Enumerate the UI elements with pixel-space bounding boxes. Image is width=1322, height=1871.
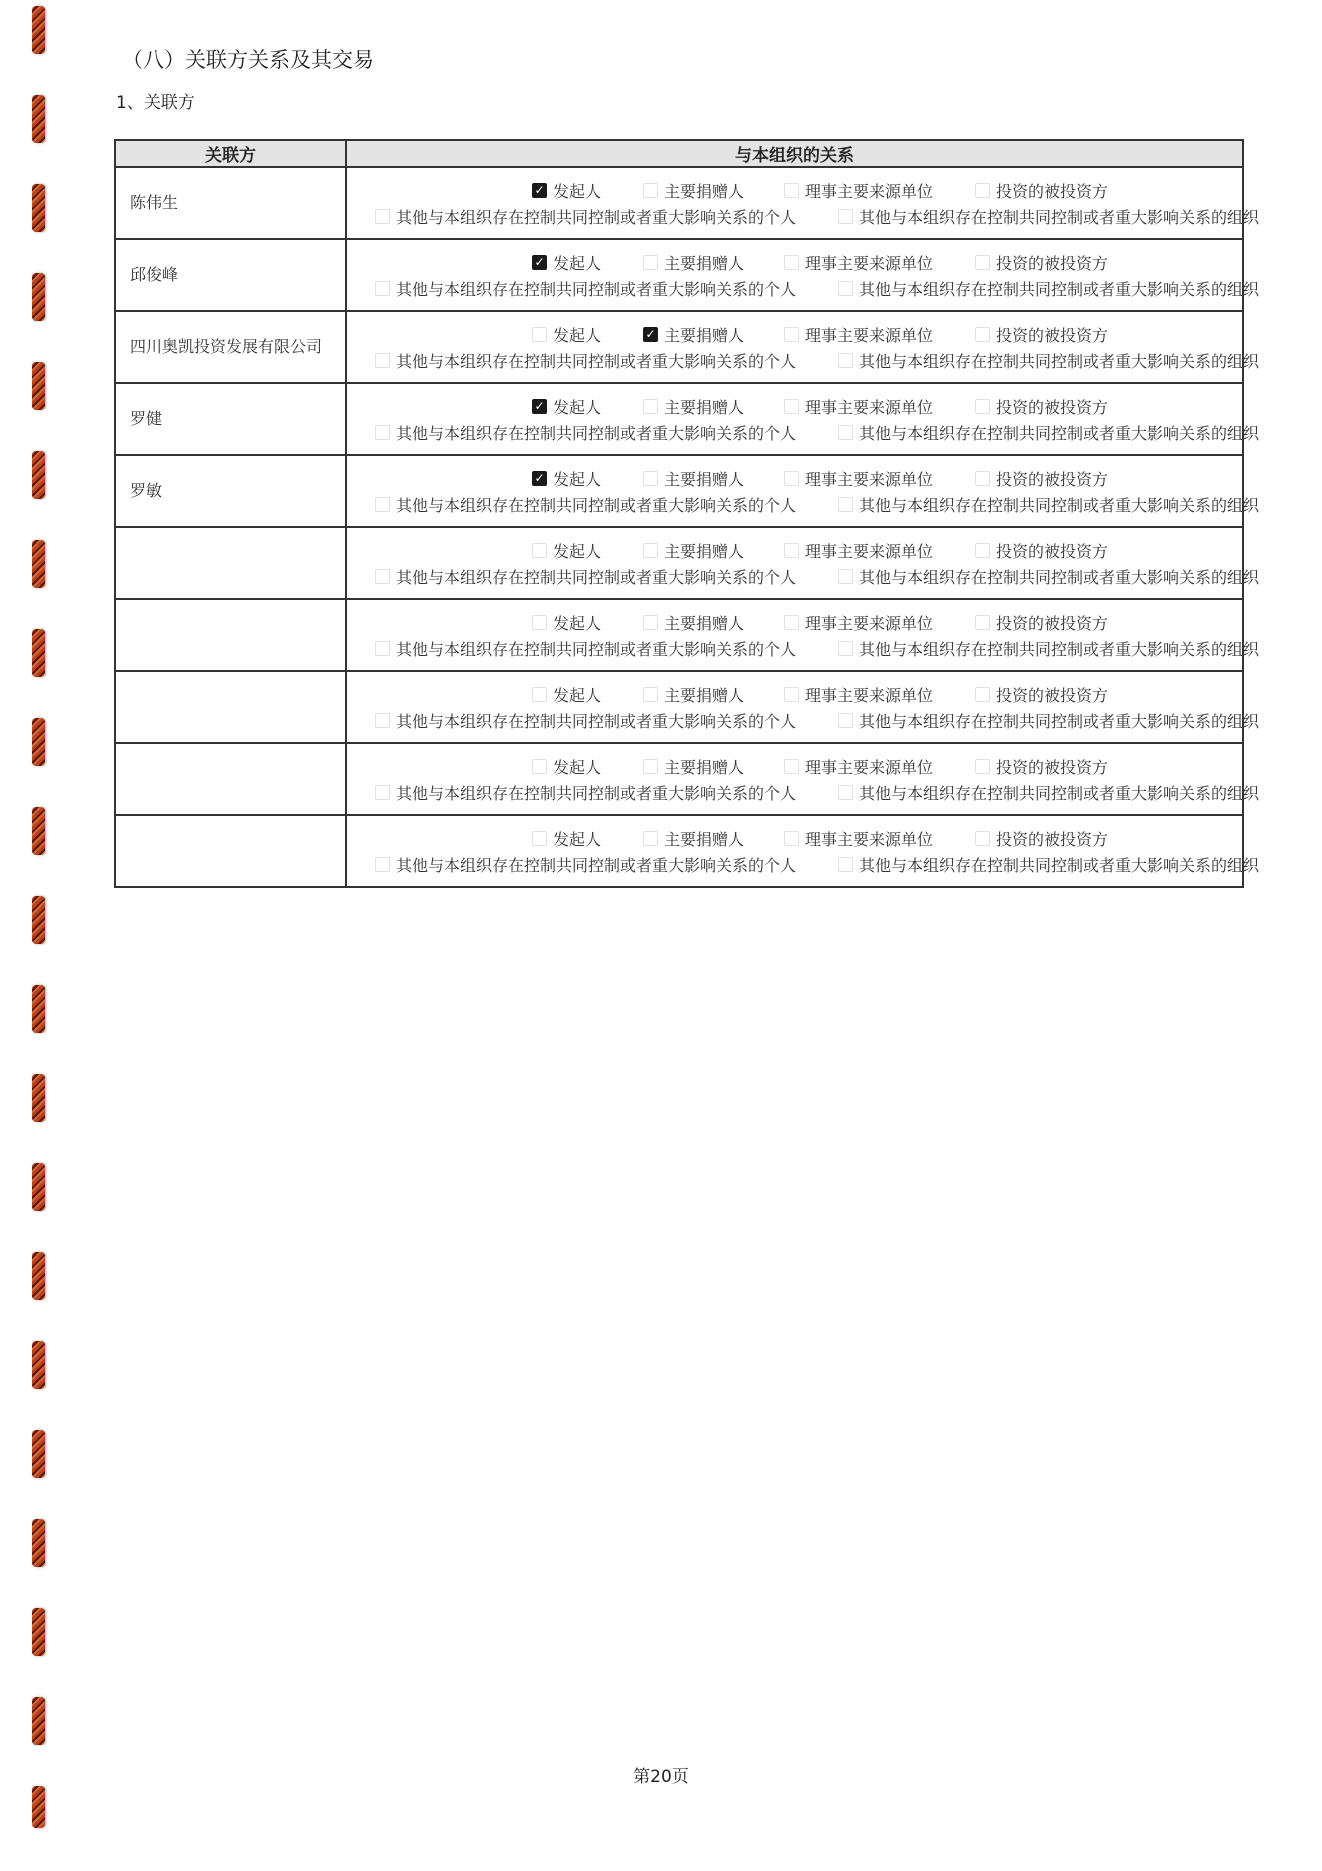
checkbox-checked[interactable]: ✓ [532, 255, 547, 270]
checkbox-unchecked[interactable] [975, 687, 990, 702]
checkbox-checked[interactable]: ✓ [532, 471, 547, 486]
option-label: 其他与本组织存在控制共同控制或者重大影响关系的个人 [396, 279, 797, 299]
option-label: 其他与本组织存在控制共同控制或者重大影响关系的个人 [396, 855, 797, 875]
checkbox-unchecked[interactable] [784, 687, 799, 702]
option-label: 其他与本组织存在控制共同控制或者重大影响关系的组织 [859, 783, 1260, 803]
option-label: 发起人 [553, 397, 602, 417]
option-major-donor[interactable] [643, 179, 744, 202]
checkbox-unchecked[interactable] [532, 615, 547, 630]
checkbox-unchecked[interactable] [643, 399, 658, 414]
checkbox-unchecked[interactable] [838, 857, 853, 872]
relationship-options [346, 311, 1260, 383]
option-label: 主要捐赠人 [664, 613, 745, 633]
option-label: 发起人 [553, 253, 602, 273]
option-major-donor[interactable] [643, 611, 744, 634]
binding-rings [28, 0, 50, 1871]
checkbox-unchecked[interactable] [375, 353, 390, 368]
option-label: 其他与本组织存在控制共同控制或者重大影响关系的组织 [859, 567, 1260, 587]
checkbox-unchecked[interactable] [532, 831, 547, 846]
checkbox-checked[interactable]: ✓ [532, 183, 547, 198]
option-label: 其他与本组织存在控制共同控制或者重大影响关系的组织 [859, 639, 1260, 659]
option-other-organization[interactable] [838, 637, 1259, 660]
checkbox-unchecked[interactable] [838, 209, 853, 224]
binding-ring [32, 896, 45, 944]
checkbox-unchecked[interactable] [975, 831, 990, 846]
related-party-name: 四川奥凯投资发展有限公司 [115, 311, 346, 383]
header-relationship: 与本组织的关系 [346, 140, 1243, 167]
option-label: 主要捐赠人 [664, 829, 745, 849]
binding-ring [32, 95, 45, 143]
table-row [115, 239, 1243, 311]
option-invested-party[interactable] [975, 179, 1108, 202]
option-label: 理事主要来源单位 [805, 829, 934, 849]
option-council-source-unit[interactable] [784, 179, 933, 202]
option-label: 主要捐赠人 [664, 541, 745, 561]
checkbox-unchecked[interactable] [784, 327, 799, 342]
option-other-organization[interactable] [838, 493, 1259, 516]
checkbox-unchecked[interactable] [532, 687, 547, 702]
checkbox-unchecked[interactable] [975, 327, 990, 342]
binding-ring [32, 1341, 45, 1389]
option-major-donor[interactable] [643, 323, 744, 346]
option-other-person[interactable] [375, 349, 796, 372]
option-label: 投资的被投资方 [996, 685, 1109, 705]
option-founder[interactable] [532, 179, 601, 202]
option-invested-party[interactable] [975, 323, 1108, 346]
option-founder[interactable] [532, 323, 601, 346]
option-other-organization[interactable] [838, 781, 1259, 804]
checkbox-checked[interactable]: ✓ [643, 327, 658, 342]
checkbox-unchecked[interactable] [838, 641, 853, 656]
table-row [115, 743, 1243, 815]
relationship-options [346, 455, 1260, 527]
option-other-organization[interactable] [838, 565, 1259, 588]
section-title: （八）关联方关系及其交易 [122, 48, 374, 72]
relationship-options [346, 167, 1260, 239]
option-label: 其他与本组织存在控制共同控制或者重大影响关系的组织 [859, 423, 1260, 443]
option-label: 投资的被投资方 [996, 469, 1109, 489]
checkbox-unchecked[interactable] [643, 687, 658, 702]
option-major-donor[interactable] [643, 827, 744, 850]
option-label: 发起人 [553, 685, 602, 705]
option-other-organization[interactable] [838, 277, 1259, 300]
option-invested-party[interactable] [975, 611, 1108, 634]
checkbox-unchecked[interactable] [784, 615, 799, 630]
checkbox-unchecked[interactable] [784, 543, 799, 558]
binding-ring [32, 1786, 45, 1828]
option-founder[interactable] [532, 539, 601, 562]
option-label: 主要捐赠人 [664, 757, 745, 777]
table-row [115, 311, 1243, 383]
option-label: 投资的被投资方 [996, 541, 1109, 561]
option-label: 主要捐赠人 [664, 469, 745, 489]
option-council-source-unit[interactable] [784, 755, 933, 778]
checkbox-unchecked[interactable] [784, 183, 799, 198]
option-founder[interactable] [532, 611, 601, 634]
option-major-donor[interactable] [643, 395, 744, 418]
checkbox-unchecked[interactable] [838, 713, 853, 728]
checkbox-unchecked[interactable] [975, 759, 990, 774]
option-other-person[interactable] [375, 421, 796, 444]
checkbox-unchecked[interactable] [375, 857, 390, 872]
option-other-person[interactable] [375, 781, 796, 804]
checkbox-unchecked[interactable] [375, 497, 390, 512]
option-invested-party[interactable] [975, 251, 1108, 274]
checkbox-unchecked[interactable] [643, 615, 658, 630]
binding-ring [32, 1430, 45, 1478]
option-council-source-unit[interactable] [784, 251, 933, 274]
checkbox-unchecked[interactable] [838, 281, 853, 296]
option-label: 理事主要来源单位 [805, 397, 934, 417]
option-council-source-unit[interactable] [784, 683, 933, 706]
checkbox-unchecked[interactable] [838, 785, 853, 800]
table-header-row [115, 140, 1243, 167]
option-label: 其他与本组织存在控制共同控制或者重大影响关系的个人 [396, 351, 797, 371]
option-label: 发起人 [553, 541, 602, 561]
option-label: 主要捐赠人 [664, 253, 745, 273]
binding-ring [32, 1608, 45, 1656]
option-founder[interactable] [532, 467, 601, 490]
option-label: 投资的被投资方 [996, 397, 1109, 417]
option-label: 主要捐赠人 [664, 325, 745, 345]
checkbox-unchecked[interactable] [375, 641, 390, 656]
option-other-organization[interactable] [838, 421, 1259, 444]
option-label: 理事主要来源单位 [805, 325, 934, 345]
option-label: 理事主要来源单位 [805, 757, 934, 777]
option-label: 理事主要来源单位 [805, 685, 934, 705]
checkbox-unchecked[interactable] [643, 543, 658, 558]
option-label: 理事主要来源单位 [805, 253, 934, 273]
option-label: 发起人 [553, 325, 602, 345]
related-party-name: 罗敏 [115, 455, 346, 527]
option-major-donor[interactable] [643, 683, 744, 706]
option-council-source-unit[interactable] [784, 827, 933, 850]
table-row [115, 815, 1243, 887]
option-label: 主要捐赠人 [664, 181, 745, 201]
checkbox-checked[interactable]: ✓ [532, 399, 547, 414]
related-party-name [115, 743, 346, 815]
option-label: 其他与本组织存在控制共同控制或者重大影响关系的组织 [859, 279, 1260, 299]
binding-ring [32, 985, 45, 1033]
checkbox-unchecked[interactable] [784, 471, 799, 486]
page-number: 第20页 [633, 1767, 689, 1787]
option-other-person[interactable] [375, 709, 796, 732]
checkbox-unchecked[interactable] [532, 543, 547, 558]
checkbox-unchecked[interactable] [643, 759, 658, 774]
related-party-name [115, 671, 346, 743]
option-council-source-unit[interactable] [784, 323, 933, 346]
checkbox-unchecked[interactable] [643, 831, 658, 846]
table-row [115, 599, 1243, 671]
option-label: 其他与本组织存在控制共同控制或者重大影响关系的个人 [396, 711, 797, 731]
option-label: 投资的被投资方 [996, 757, 1109, 777]
relationship-options [346, 383, 1260, 455]
relationship-options [346, 527, 1260, 599]
checkbox-unchecked[interactable] [375, 281, 390, 296]
option-invested-party[interactable] [975, 539, 1108, 562]
option-council-source-unit[interactable] [784, 395, 933, 418]
checkbox-unchecked[interactable] [784, 399, 799, 414]
binding-ring [32, 1074, 45, 1122]
checkbox-unchecked[interactable] [375, 713, 390, 728]
checkbox-unchecked[interactable] [838, 425, 853, 440]
option-label: 发起人 [553, 757, 602, 777]
checkbox-unchecked[interactable] [375, 425, 390, 440]
binding-ring [32, 1163, 45, 1211]
checkbox-unchecked[interactable] [643, 183, 658, 198]
option-label: 理事主要来源单位 [805, 181, 934, 201]
option-label: 其他与本组织存在控制共同控制或者重大影响关系的个人 [396, 567, 797, 587]
binding-ring [32, 718, 45, 766]
table-row [115, 527, 1243, 599]
option-founder[interactable] [532, 251, 601, 274]
option-other-organization[interactable] [838, 205, 1259, 228]
binding-ring [32, 540, 45, 588]
option-label: 发起人 [553, 829, 602, 849]
relationship-options [346, 743, 1260, 815]
option-label: 其他与本组织存在控制共同控制或者重大影响关系的组织 [859, 351, 1260, 371]
option-council-source-unit[interactable] [784, 611, 933, 634]
relationship-options [346, 671, 1260, 743]
binding-ring [32, 807, 45, 855]
relationship-options [346, 239, 1260, 311]
option-other-person[interactable] [375, 277, 796, 300]
checkbox-unchecked[interactable] [838, 497, 853, 512]
option-label: 主要捐赠人 [664, 685, 745, 705]
option-invested-party[interactable] [975, 827, 1108, 850]
relationship-options [346, 815, 1260, 887]
option-label: 主要捐赠人 [664, 397, 745, 417]
related-party-name [115, 527, 346, 599]
binding-ring [32, 629, 45, 677]
option-label: 发起人 [553, 469, 602, 489]
option-label: 发起人 [553, 181, 602, 201]
checkbox-unchecked[interactable] [975, 471, 990, 486]
checkbox-unchecked[interactable] [375, 785, 390, 800]
checkbox-unchecked[interactable] [375, 569, 390, 584]
option-invested-party[interactable] [975, 467, 1108, 490]
checkbox-unchecked[interactable] [975, 543, 990, 558]
option-founder[interactable] [532, 395, 601, 418]
option-label: 投资的被投资方 [996, 253, 1109, 273]
related-party-name: 罗健 [115, 383, 346, 455]
option-major-donor[interactable] [643, 467, 744, 490]
header-related-party: 关联方 [115, 140, 346, 167]
option-founder[interactable] [532, 683, 601, 706]
option-label: 理事主要来源单位 [805, 469, 934, 489]
option-other-organization[interactable] [838, 349, 1259, 372]
option-label: 其他与本组织存在控制共同控制或者重大影响关系的个人 [396, 495, 797, 515]
option-other-person[interactable] [375, 565, 796, 588]
option-label: 其他与本组织存在控制共同控制或者重大影响关系的个人 [396, 783, 797, 803]
binding-ring [32, 1252, 45, 1300]
binding-ring [32, 1697, 45, 1745]
table-row [115, 455, 1243, 527]
option-label: 发起人 [553, 613, 602, 633]
option-major-donor[interactable] [643, 539, 744, 562]
option-invested-party[interactable] [975, 755, 1108, 778]
checkbox-unchecked[interactable] [784, 759, 799, 774]
option-label: 其他与本组织存在控制共同控制或者重大影响关系的个人 [396, 207, 797, 227]
table-row [115, 671, 1243, 743]
related-party-table [114, 139, 1260, 888]
checkbox-unchecked[interactable] [975, 255, 990, 270]
checkbox-unchecked[interactable] [838, 569, 853, 584]
option-label: 其他与本组织存在控制共同控制或者重大影响关系的组织 [859, 711, 1260, 731]
option-label: 其他与本组织存在控制共同控制或者重大影响关系的个人 [396, 639, 797, 659]
binding-ring [32, 362, 45, 410]
checkbox-unchecked[interactable] [643, 255, 658, 270]
checkbox-unchecked[interactable] [975, 615, 990, 630]
related-party-name [115, 599, 346, 671]
option-label: 投资的被投资方 [996, 613, 1109, 633]
related-party-name [115, 815, 346, 887]
option-other-person[interactable] [375, 637, 796, 660]
checkbox-unchecked[interactable] [532, 327, 547, 342]
option-council-source-unit[interactable] [784, 539, 933, 562]
option-founder[interactable] [532, 755, 601, 778]
option-label: 投资的被投资方 [996, 829, 1109, 849]
option-label: 投资的被投资方 [996, 181, 1109, 201]
binding-ring [32, 6, 45, 54]
option-label: 其他与本组织存在控制共同控制或者重大影响关系的个人 [396, 423, 797, 443]
binding-ring [32, 451, 45, 499]
option-founder[interactable] [532, 827, 601, 850]
option-label: 其他与本组织存在控制共同控制或者重大影响关系的组织 [859, 207, 1260, 227]
checkbox-unchecked[interactable] [375, 209, 390, 224]
option-major-donor[interactable] [643, 251, 744, 274]
option-other-organization[interactable] [838, 853, 1259, 876]
option-label: 其他与本组织存在控制共同控制或者重大影响关系的组织 [859, 855, 1260, 875]
option-other-person[interactable] [375, 205, 796, 228]
checkbox-unchecked[interactable] [975, 399, 990, 414]
option-label: 其他与本组织存在控制共同控制或者重大影响关系的组织 [859, 495, 1260, 515]
option-other-organization[interactable] [838, 709, 1259, 732]
checkbox-unchecked[interactable] [532, 759, 547, 774]
option-other-person[interactable] [375, 493, 796, 516]
option-major-donor[interactable] [643, 755, 744, 778]
option-label: 理事主要来源单位 [805, 613, 934, 633]
option-invested-party[interactable] [975, 683, 1108, 706]
related-party-name: 陈伟生 [115, 167, 346, 239]
checkbox-unchecked[interactable] [784, 255, 799, 270]
binding-ring [32, 273, 45, 321]
option-other-person[interactable] [375, 853, 796, 876]
table-row [115, 383, 1243, 455]
table-row [115, 167, 1243, 239]
checkbox-unchecked[interactable] [975, 183, 990, 198]
checkbox-unchecked[interactable] [784, 831, 799, 846]
relationship-options [346, 599, 1260, 671]
binding-ring [32, 1519, 45, 1567]
related-party-name: 邱俊峰 [115, 239, 346, 311]
binding-ring [32, 184, 45, 232]
option-invested-party[interactable] [975, 395, 1108, 418]
option-label: 理事主要来源单位 [805, 541, 934, 561]
option-council-source-unit[interactable] [784, 467, 933, 490]
checkbox-unchecked[interactable] [643, 471, 658, 486]
checkbox-unchecked[interactable] [838, 353, 853, 368]
option-label: 投资的被投资方 [996, 325, 1109, 345]
sub-title: 1、关联方 [116, 93, 195, 113]
